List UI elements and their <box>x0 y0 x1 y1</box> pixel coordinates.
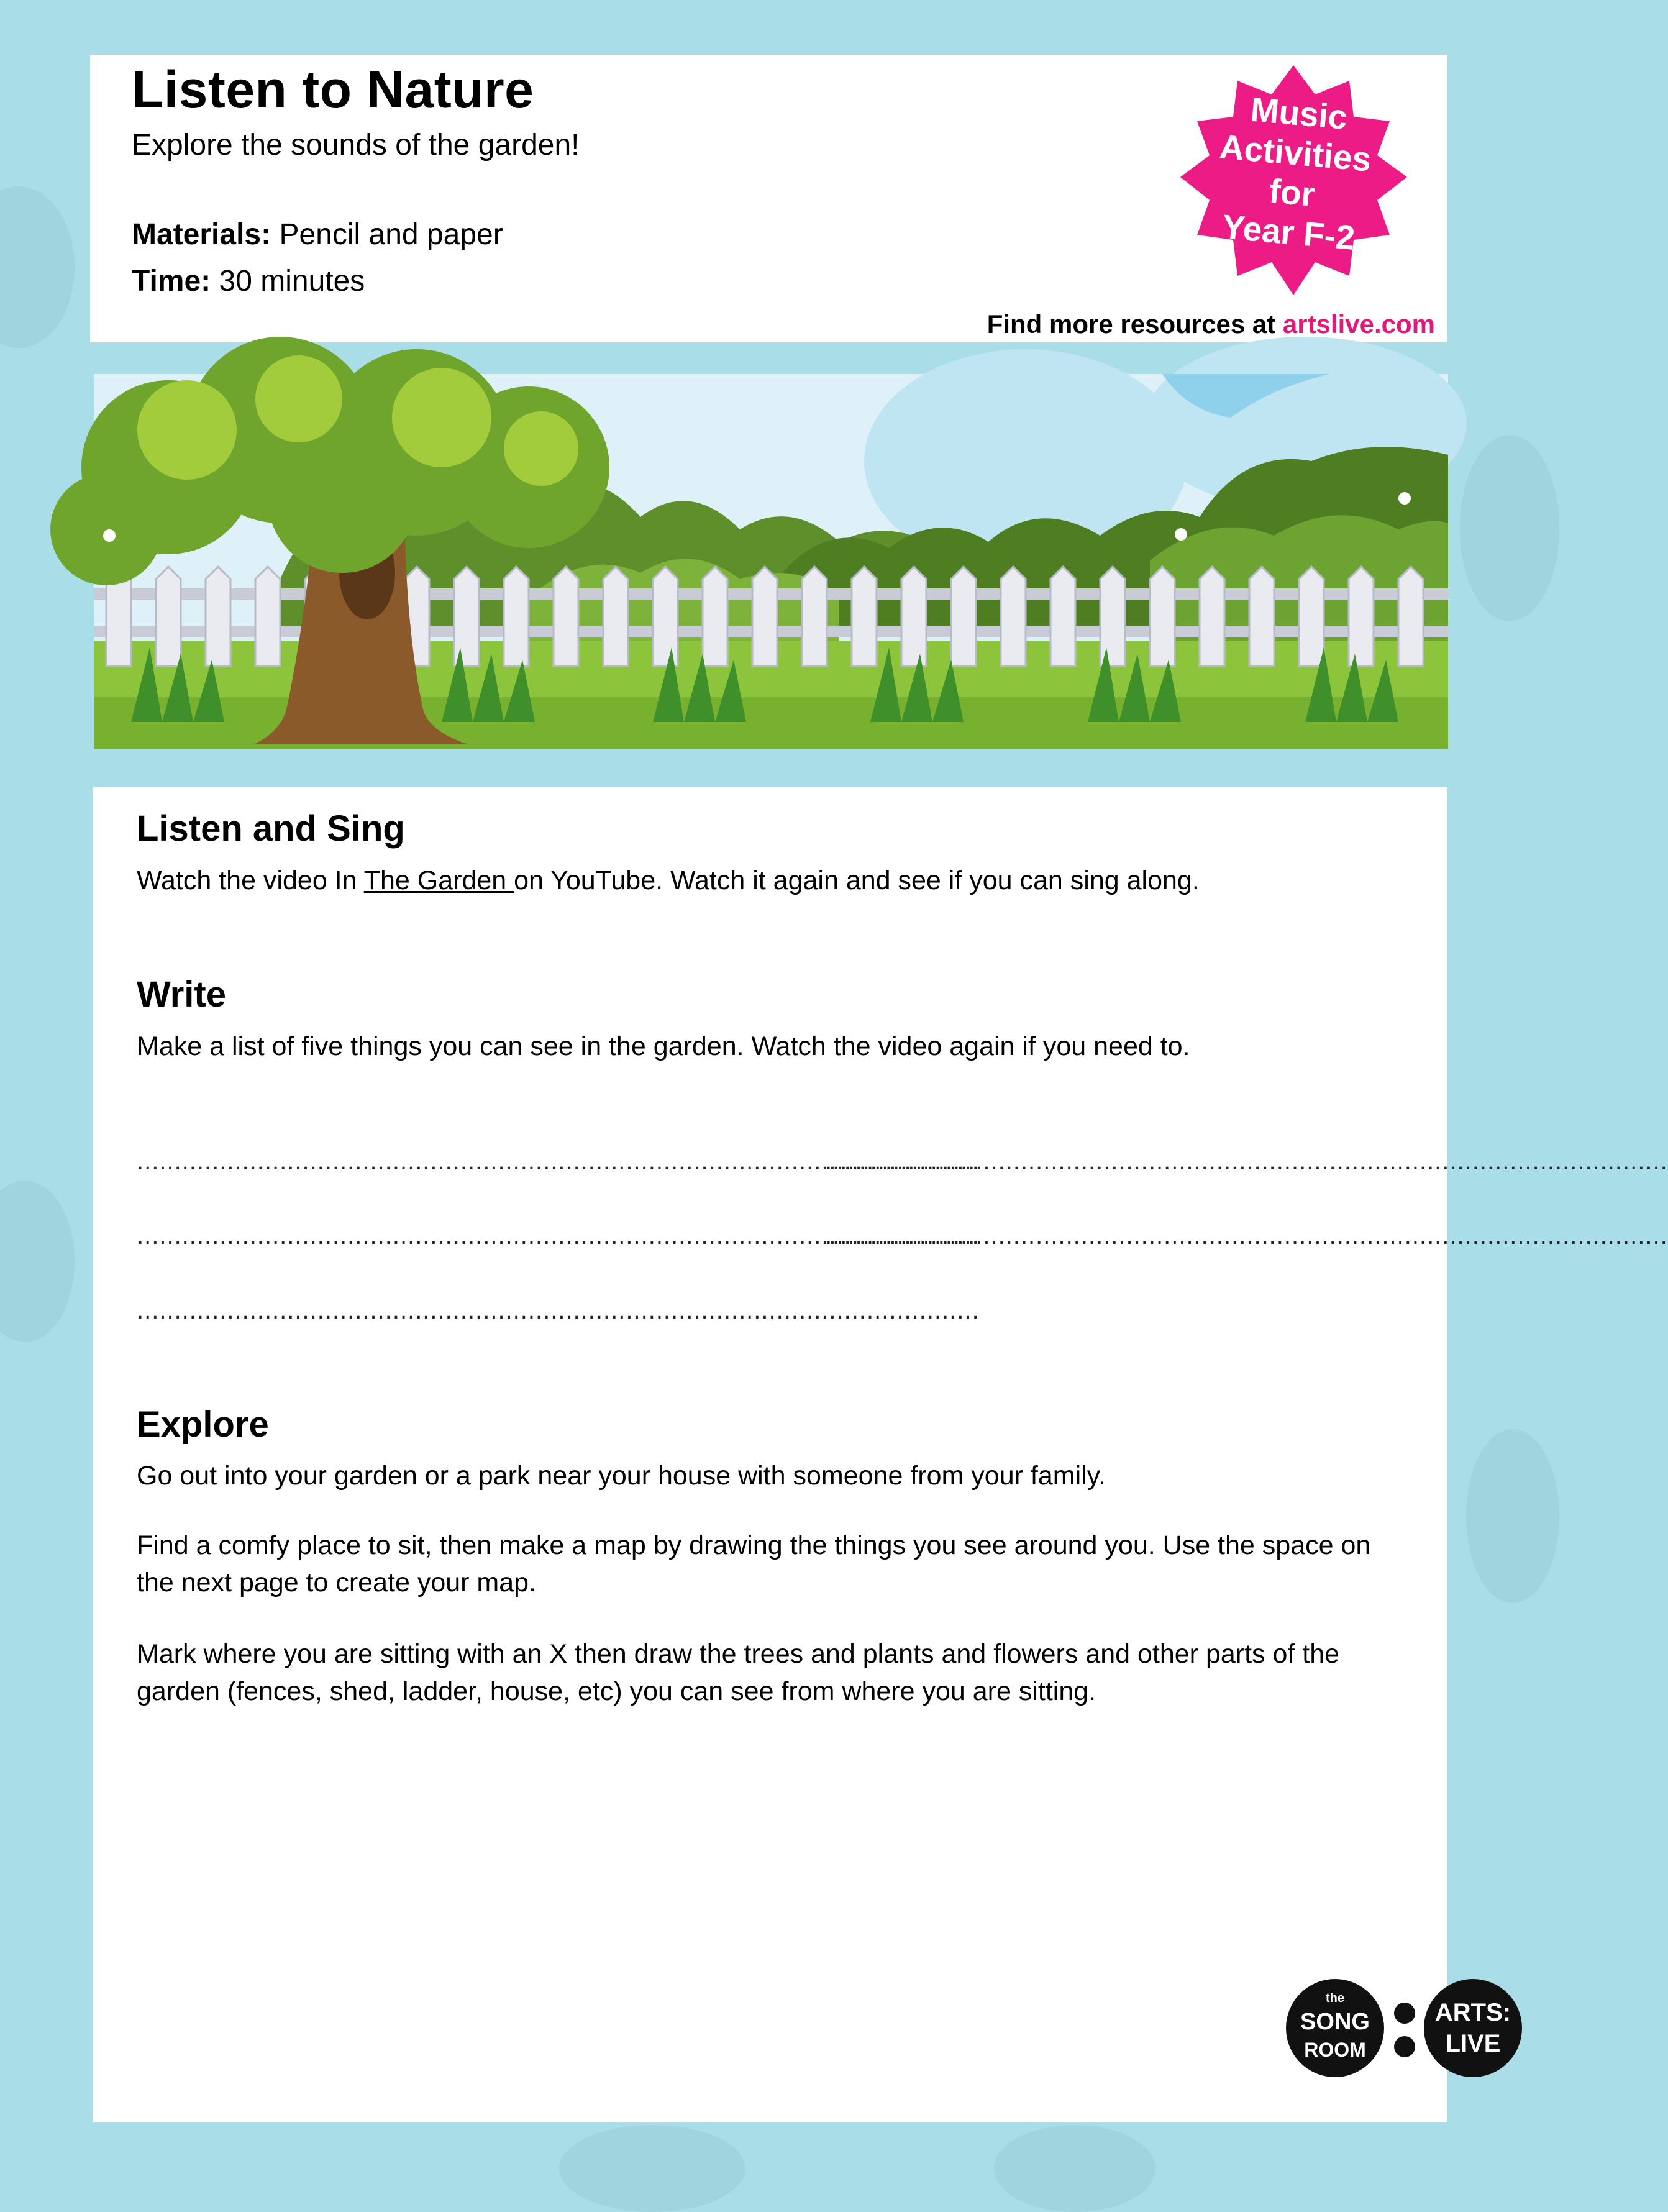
resources-line <box>987 309 1435 339</box>
time-label: Time: <box>132 265 211 298</box>
section-heading-write: Write <box>137 974 226 1015</box>
content-card <box>93 787 1668 2122</box>
answer-line[interactable]: ................................................................................................................ <box>137 1222 980 1250</box>
badge-line: for <box>1267 171 1316 214</box>
listen-text-before: Watch the video In <box>137 866 364 895</box>
song-room-logo-line: ROOM <box>1304 2039 1366 2061</box>
time-value: 30 minutes <box>219 265 365 298</box>
answer-line[interactable]: ................................................................................................................ <box>137 1297 980 1324</box>
garden-illustration <box>94 374 1448 749</box>
page-subtitle: Explore the sounds of the garden! <box>132 129 580 162</box>
time-line <box>132 264 365 298</box>
background-shape <box>994 2125 1155 2212</box>
listen-paragraph <box>137 862 1404 899</box>
arts-live-logo-line: LIVE <box>1445 2030 1501 2057</box>
garden-scene-image <box>94 374 1448 749</box>
badge-line: Activities <box>1218 127 1373 179</box>
badge-line: Year F-2 <box>1220 207 1357 257</box>
write-paragraph: Make a list of five things you can see in the garden. Watch the video again if you need to. <box>137 1031 1190 1061</box>
resources-link[interactable]: artslive.com <box>1282 309 1435 339</box>
page-title: Listen to Nature <box>132 60 534 119</box>
logo-separator-dot <box>1394 2003 1415 2024</box>
listen-text-after: on YouTube. Watch it again and see if you can sing along. <box>514 866 1200 895</box>
arts-live-logo-line: ARTS: <box>1434 1999 1511 2026</box>
materials-label: Materials: <box>132 218 271 251</box>
song-room-logo-line: SONG <box>1300 2009 1370 2035</box>
arts-live-logo <box>1424 1979 1522 2077</box>
song-room-logo-line: the <box>1326 1991 1344 2005</box>
materials-line <box>132 217 503 252</box>
materials-value: Pencil and paper <box>279 218 503 251</box>
badge-line: Music <box>1249 89 1349 137</box>
video-link[interactable]: The Garden <box>363 866 514 895</box>
background-shape <box>559 2125 745 2212</box>
badge-text <box>1171 83 1417 262</box>
background-shape <box>0 1181 75 1342</box>
background-shape <box>1460 435 1559 621</box>
logo-separator-dot <box>1394 2036 1415 2057</box>
background-shape <box>0 186 75 348</box>
background-shape <box>1466 1429 1559 1603</box>
answer-line[interactable]: ................................................................................................................ <box>137 1148 980 1175</box>
song-room-logo <box>1286 1979 1384 2077</box>
explore-paragraph-1: Go out into your garden or a park near your house with someone from your family. <box>137 1461 1106 1491</box>
section-heading-explore: Explore <box>137 1404 269 1445</box>
answer-line[interactable]: ................................................................................................................ <box>825 1148 1668 1175</box>
year-level-badge <box>1177 62 1410 298</box>
answer-line[interactable]: ................................................................................................................ <box>825 1222 1668 1250</box>
section-heading-listen: Listen and Sing <box>137 808 405 849</box>
partner-logos <box>1286 1979 1522 2078</box>
explore-paragraph-2: Find a comfy place to sit, then make a map by drawing the things you see around you. Use the space on the next page to create your map. <box>137 1530 1371 1597</box>
explore-paragraph-3: Mark where you are sitting with an X then draw the trees and plants and flowers and other parts of the garden (fences, shed, ladder, house, etc) you can see from where you are sitting. <box>137 1639 1340 1706</box>
resources-prefix: Find more resources at <box>987 309 1276 339</box>
